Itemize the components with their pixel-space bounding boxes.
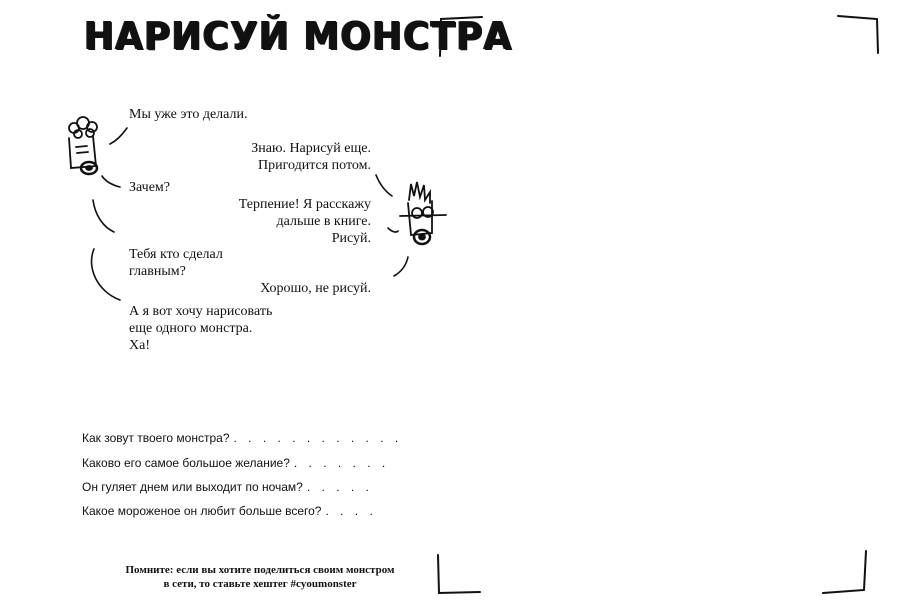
page-title: НАРИСУЙ МОНСТРА: [84, 14, 513, 58]
answer-blank[interactable]: . . . . . . . . . . . .: [233, 431, 403, 445]
dialogue-line: Пригодится потом.: [258, 158, 371, 173]
monster-right-icon: [400, 182, 446, 244]
frame-corner-top-left: [440, 17, 482, 56]
question-name: Как зовут твоего монстра? . . . . . . . . . . . .: [82, 431, 403, 445]
dialogue-line: Рисуй.: [331, 231, 371, 246]
question-wish: Каково его самое большое желание? . . . . . . .: [82, 456, 390, 470]
dialogue-line: дальше в книге.: [276, 214, 371, 229]
answer-blank[interactable]: . . . . . . .: [293, 456, 390, 470]
monster-left-icon: [69, 117, 97, 174]
dialogue-line: Ха!: [129, 338, 150, 353]
dialogue-line: главным?: [129, 264, 186, 279]
dialogue-line: Тебя кто сделал: [129, 247, 223, 262]
dialogue-line: еще одного монстра.: [129, 321, 253, 336]
dialogue-line: Мы уже это делали.: [129, 107, 248, 122]
answer-blank[interactable]: . . . . .: [306, 480, 373, 494]
question-ice-cream: Какое мороженое он любит больше всего? . . . .: [82, 504, 377, 518]
dialogue-line: Терпение! Я расскажу: [238, 197, 371, 212]
dialogue-line: Зачем?: [129, 180, 170, 195]
answer-blank[interactable]: . . . .: [325, 504, 377, 518]
footer-note: Помните: если вы хотите поделиться своим монстром в сети, то ставьте хештег #сyoumonster: [125, 564, 395, 590]
speech-strokes: [92, 128, 408, 300]
frame-corner-bottom-left: [438, 555, 480, 593]
dialogue-line: А я вот хочу нарисовать: [129, 304, 273, 319]
drawing-frame[interactable]: [438, 16, 878, 593]
frame-corner-top-right: [838, 16, 878, 53]
dialogue-line: Знаю. Нарисуй еще.: [251, 141, 371, 156]
question-day-night: Он гуляет днем или выходит по ночам? . . . . .: [82, 480, 373, 494]
dialogue-line: Хорошо, не рисуй.: [260, 281, 371, 296]
frame-corner-bottom-right: [823, 551, 866, 593]
